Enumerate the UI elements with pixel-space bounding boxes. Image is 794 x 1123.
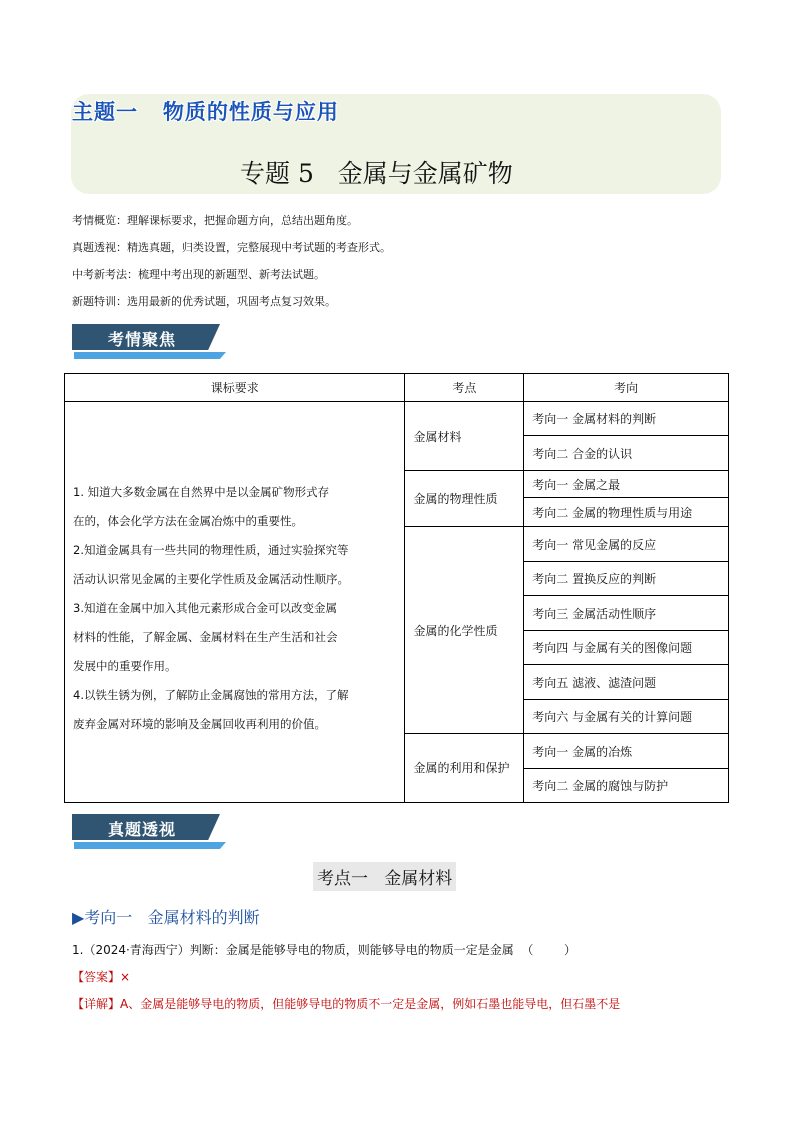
banner-label: 考情聚焦 bbox=[108, 330, 177, 349]
requirement-line: 材料的性能，了解金属、金属材料在生产生活和社会 bbox=[73, 630, 338, 644]
exam-direction: 考向五 滤液、滤渣问题 bbox=[524, 665, 729, 700]
theme-title: 主题一 物质的性质与应用 bbox=[72, 100, 339, 124]
requirement-line: 活动认识常见金属的主要化学性质及金属活动性顺序。 bbox=[73, 572, 349, 586]
focus-banner bbox=[72, 320, 228, 362]
exam-direction: 考向三 金属活动性顺序 bbox=[524, 596, 729, 631]
banner-label: 真题透视 bbox=[108, 820, 177, 839]
requirement-line: 2.知道金属具有一些共同的物理性质，通过实验探究等 bbox=[73, 543, 349, 557]
exam-direction: 考向二 合金的认识 bbox=[524, 436, 729, 471]
requirement-line: 4.以铁生锈为例，了解防止金属腐蚀的常用方法，了解 bbox=[73, 688, 349, 702]
exam-direction: 考向六 与金属有关的计算问题 bbox=[524, 700, 729, 734]
question-text: 1.（2024·青海西宁）判断：金属是能够导电的物质，则能够导电的物质一定是金属 （ ） bbox=[72, 943, 576, 957]
requirement-line: 废弃金属对环境的影响及金属回收再利用的价值。 bbox=[73, 717, 326, 731]
exam-point: 金属的化学性质 bbox=[405, 527, 524, 734]
exam-direction: 考向一 金属的冶炼 bbox=[524, 734, 729, 769]
exam-point: 金属材料 bbox=[405, 402, 524, 471]
intro-line: 新题特训：选用最新的优秀试题，巩固考点复习效果。 bbox=[72, 295, 336, 308]
detail-text: 【详解】A、金属是能够导电的物质，但能够导电的物质不一定是金属，例如石墨也能导电，但石墨不是 bbox=[72, 997, 621, 1011]
answer-text: 【答案】× bbox=[72, 970, 131, 984]
table-header: 考点 bbox=[405, 374, 524, 402]
intro-line: 中考新考法：梳理中考出现的新题型、新考法试题。 bbox=[72, 268, 325, 281]
table-header: 课标要求 bbox=[65, 374, 405, 402]
exam-direction: 考向一 金属之最 bbox=[524, 471, 729, 498]
exam-direction: 考向二 金属的物理性质与用途 bbox=[524, 498, 729, 527]
exam-point: 金属的物理性质 bbox=[405, 471, 524, 527]
exam-direction: 考向一 金属材料的判断 bbox=[524, 402, 729, 436]
real-banner bbox=[72, 810, 228, 852]
topic-title: 专题 5 金属与金属矿物 bbox=[240, 159, 513, 188]
requirement-line: 在的，体会化学方法在金属冶炼中的重要性。 bbox=[73, 514, 303, 528]
intro-line: 真题透视：精选真题，归类设置，完整展现中考试题的考查形式。 bbox=[72, 241, 391, 254]
section-title: 考点一 金属材料 bbox=[313, 862, 456, 891]
exam-direction: 考向一 常见金属的反应 bbox=[524, 527, 729, 562]
banner-stripe bbox=[74, 352, 226, 359]
intro-block bbox=[72, 207, 391, 315]
requirements-cell bbox=[65, 402, 405, 803]
section-subtitle: ▶考向一 金属材料的判断 bbox=[72, 908, 260, 927]
requirement-line: 1. 知道大多数金属在自然界中是以金属矿物形式存 bbox=[73, 485, 330, 499]
exam-direction: 考向四 与金属有关的图像问题 bbox=[524, 631, 729, 665]
requirement-line: 发展中的重要作用。 bbox=[73, 659, 177, 673]
banner-stripe bbox=[74, 842, 226, 849]
intro-line: 考情概览：理解课标要求，把握命题方向，总结出题角度。 bbox=[72, 214, 358, 227]
exam-direction: 考向二 置换反应的判断 bbox=[524, 562, 729, 596]
table-header: 考向 bbox=[524, 374, 729, 402]
exam-point: 金属的利用和保护 bbox=[405, 734, 524, 803]
requirement-line: 3.知道在金属中加入其他元素形成合金可以改变金属 bbox=[73, 601, 337, 615]
exam-direction: 考向二 金属的腐蚀与防护 bbox=[524, 769, 729, 803]
requirements-table bbox=[64, 373, 729, 803]
